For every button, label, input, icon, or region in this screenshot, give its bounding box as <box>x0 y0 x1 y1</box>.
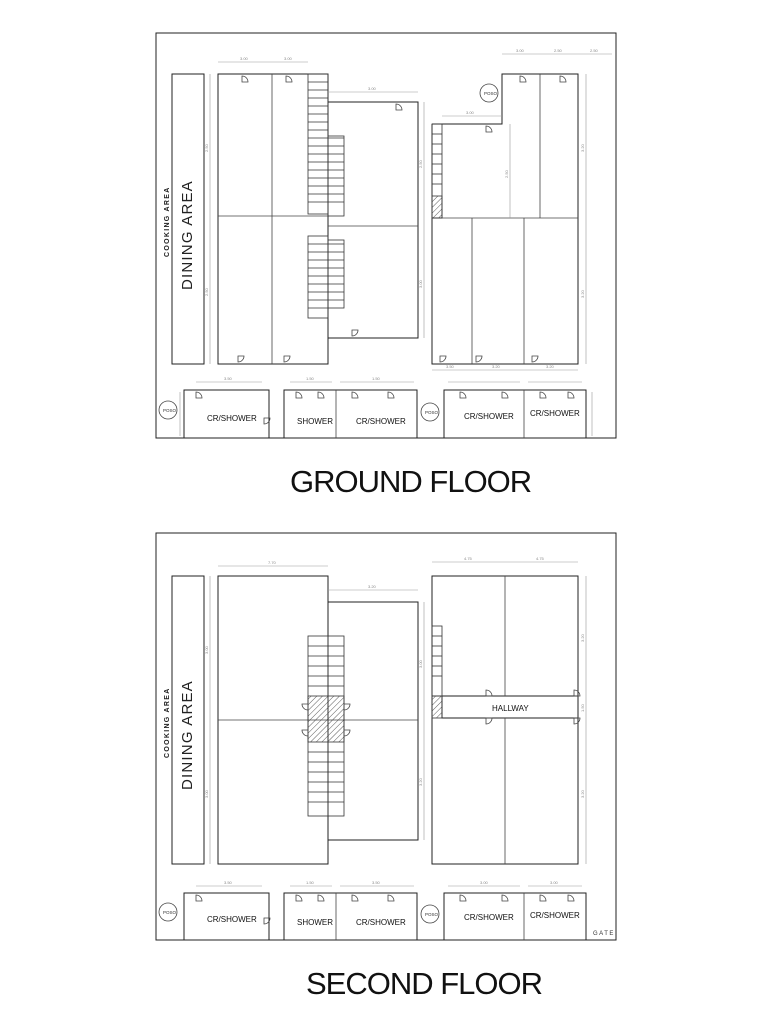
second-cooking-area-label: COOKING AREA <box>164 687 171 758</box>
svg-text:3.00: 3.00 <box>284 56 292 61</box>
svg-text:3.00: 3.00 <box>240 56 248 61</box>
second-right-block <box>432 576 580 864</box>
svg-text:3.20: 3.20 <box>580 790 585 798</box>
ground-well-left-label: POSO <box>163 408 177 413</box>
svg-text:3.50: 3.50 <box>372 880 380 885</box>
svg-text:3.20: 3.20 <box>546 364 554 369</box>
ground-cooking-area-label: COOKING AREA <box>164 186 171 257</box>
second-hallway-label: HALLWAY <box>492 704 529 713</box>
ground-cr-shower-2-label: CR/SHOWER <box>356 417 406 426</box>
svg-text:2.50: 2.50 <box>504 170 509 178</box>
ground-bathroom-row <box>159 376 592 438</box>
svg-text:7.70: 7.70 <box>268 560 276 565</box>
svg-text:3.50: 3.50 <box>224 376 232 381</box>
ground-dimension-labels <box>204 48 599 369</box>
ground-cr-shower-3-label: CR/SHOWER <box>464 412 514 421</box>
ground-dimension-lines <box>210 54 612 370</box>
svg-text:3.20: 3.20 <box>368 584 376 589</box>
svg-text:3.20: 3.20 <box>492 364 500 369</box>
second-shower-label: SHOWER <box>297 918 333 927</box>
second-central-stairs <box>302 636 350 816</box>
second-cr-shower-1-label: CR/SHOWER <box>207 915 257 924</box>
gate-label: GATE <box>593 931 615 937</box>
svg-text:3.00: 3.00 <box>466 110 474 115</box>
svg-text:3.00: 3.00 <box>204 790 209 798</box>
svg-text:1.50: 1.50 <box>580 704 585 712</box>
svg-text:3.20: 3.20 <box>418 778 423 786</box>
second-cr-shower-2-label: CR/SHOWER <box>356 918 406 927</box>
svg-text:4.75: 4.75 <box>464 556 472 561</box>
ground-cr-shower-1-label: CR/SHOWER <box>207 414 257 423</box>
second-dimension-labels <box>204 556 585 798</box>
second-cr-shower-4-label: CR/SHOWER <box>530 911 580 920</box>
ground-well-right-label: POSO <box>425 410 439 415</box>
ground-well-top-label: POSO <box>484 91 498 96</box>
ground-middle-block <box>328 102 418 338</box>
ground-upper-stairs <box>308 74 344 216</box>
svg-text:1.50: 1.50 <box>306 376 314 381</box>
svg-text:3.50: 3.50 <box>224 880 232 885</box>
svg-text:2.50: 2.50 <box>554 48 562 53</box>
svg-text:1.50: 1.50 <box>372 376 380 381</box>
svg-text:2.50: 2.50 <box>590 48 598 53</box>
svg-text:3.00: 3.00 <box>480 880 488 885</box>
svg-text:2.50: 2.50 <box>204 288 209 296</box>
ground-left-block <box>218 74 328 364</box>
svg-text:1.50: 1.50 <box>306 880 314 885</box>
svg-text:4.75: 4.75 <box>536 556 544 561</box>
svg-text:3.00: 3.00 <box>368 86 376 91</box>
svg-text:3.00: 3.00 <box>418 660 423 668</box>
svg-text:3.00: 3.00 <box>204 646 209 654</box>
svg-text:3.00: 3.00 <box>550 880 558 885</box>
second-floor-plan <box>156 533 616 940</box>
ground-lower-stairs <box>308 236 344 318</box>
svg-text:3.20: 3.20 <box>580 634 585 642</box>
svg-text:2.50: 2.50 <box>204 144 209 152</box>
second-floor-frame <box>156 533 616 940</box>
ground-shower-label: SHOWER <box>297 417 333 426</box>
svg-text:3.50: 3.50 <box>446 364 454 369</box>
second-dimension-lines <box>210 562 586 864</box>
ground-dining-area-label: DINING AREA <box>179 180 196 290</box>
svg-text:2.50: 2.50 <box>418 160 423 168</box>
second-floor-title: SECOND FLOOR <box>306 966 543 1001</box>
second-dining-area-label: DINING AREA <box>179 680 196 790</box>
svg-text:3.20: 3.20 <box>580 144 585 152</box>
svg-text:3.00: 3.00 <box>418 280 423 288</box>
ground-right-block <box>432 74 578 364</box>
ground-floor-plan <box>156 33 616 438</box>
ground-floor-title: GROUND FLOOR <box>290 464 532 499</box>
second-well-right-label: POSO <box>425 912 439 917</box>
svg-text:3.20: 3.20 <box>580 290 585 298</box>
ground-cr-shower-4-label: CR/SHOWER <box>530 409 580 418</box>
svg-text:3.00: 3.00 <box>516 48 524 53</box>
second-bathroom-row <box>159 880 586 940</box>
second-well-left-label: POSO <box>163 910 177 915</box>
second-cr-shower-3-label: CR/SHOWER <box>464 913 514 922</box>
